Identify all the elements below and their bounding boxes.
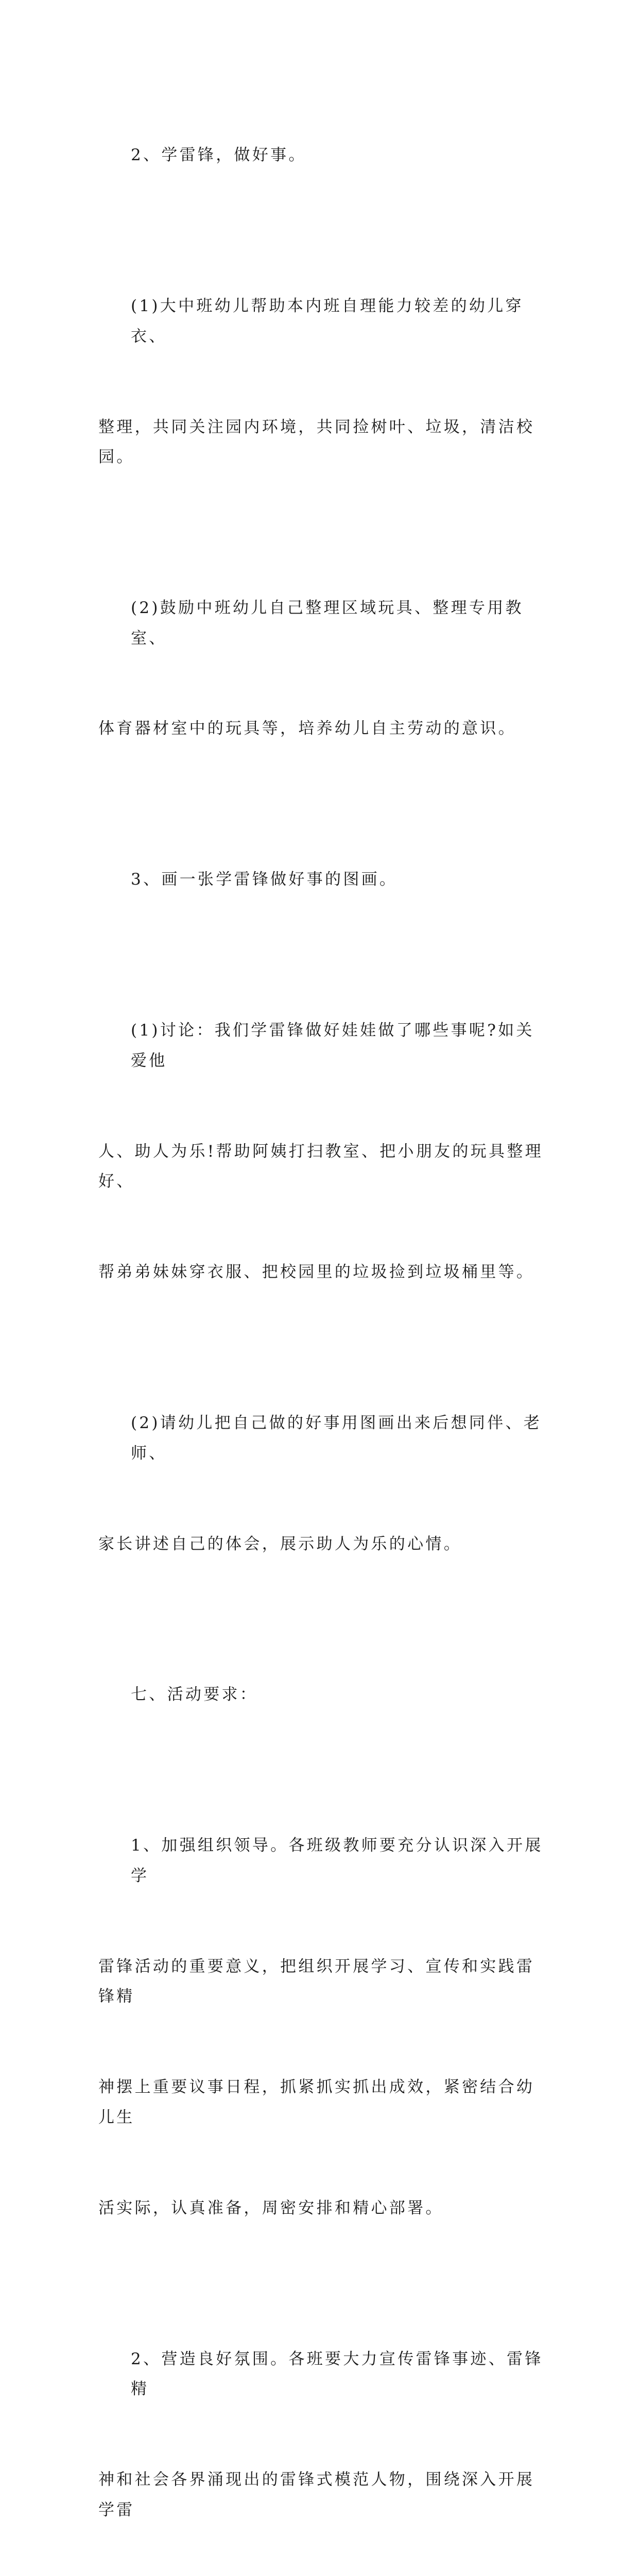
- text-line: (2)请幼儿把自己做的好事用图画出来后想同伴、老师、: [131, 1414, 542, 1463]
- text-line: 帮弟弟妹妹穿衣服、把校园里的垃圾捡到垃圾桶里等。: [98, 1263, 535, 1282]
- text-line: 2、营造良好氛围。各班要大力宣传雷锋事迹、雷锋精: [131, 2349, 543, 2399]
- text-line: 人、助人为乐!帮助阿姨打扫教室、把小朋友的玩具整理好、: [98, 1142, 543, 1191]
- paragraph: [98, 2283, 551, 2576]
- text-line: 家长讲述自己的体会，展示助人为乐的心情。: [98, 1534, 462, 1553]
- text-line: (1)大中班幼儿帮助本内班自理能力较差的幼儿穿衣、: [131, 297, 524, 346]
- text-line: 七、活动要求：: [131, 1685, 258, 1704]
- text-line: (1)讨论：我们学雷锋做好娃娃做了哪些事呢?如关爱他: [131, 1021, 534, 1070]
- paragraph: [98, 804, 551, 955]
- text-line: 整理，共同关注园内环境，共同捡树叶、垃圾，清洁校园。: [98, 417, 535, 467]
- text-line: 活实际，认真准备，周密安排和精心部署。: [98, 2198, 444, 2217]
- text-line: 雷锋活动的重要意义，把组织开展学习、宣传和实践雷锋精: [98, 1957, 535, 2006]
- text-line: (2)鼓励中班幼儿自己整理区域玩具、整理专用教室、: [131, 599, 524, 648]
- paragraph: [98, 1770, 551, 2283]
- text-line: 体育器材室中的玩具等，培养幼儿自主劳动的意识。: [98, 719, 516, 738]
- section-heading: [98, 1619, 551, 1770]
- paragraph: [98, 1348, 551, 1619]
- text-line: 神摆上重要议事日程，抓紧抓实抓出成效，紧密结合幼儿生: [98, 2078, 535, 2127]
- paragraph: [98, 80, 551, 231]
- document-body: [98, 80, 551, 2576]
- paragraph: [98, 533, 551, 804]
- text-line: 3、画一张学雷锋做好事的图画。: [131, 870, 398, 889]
- paragraph: [98, 955, 551, 1348]
- text-line: 神和社会各界涌现出的雷锋式模范人物，围绕深入开展学雷: [98, 2470, 535, 2519]
- text-line: 1、加强组织领导。各班级教师要充分认识深入开展学: [131, 1836, 543, 1886]
- paragraph: [98, 231, 551, 533]
- text-line: 2、学雷锋，做好事。: [131, 146, 307, 165]
